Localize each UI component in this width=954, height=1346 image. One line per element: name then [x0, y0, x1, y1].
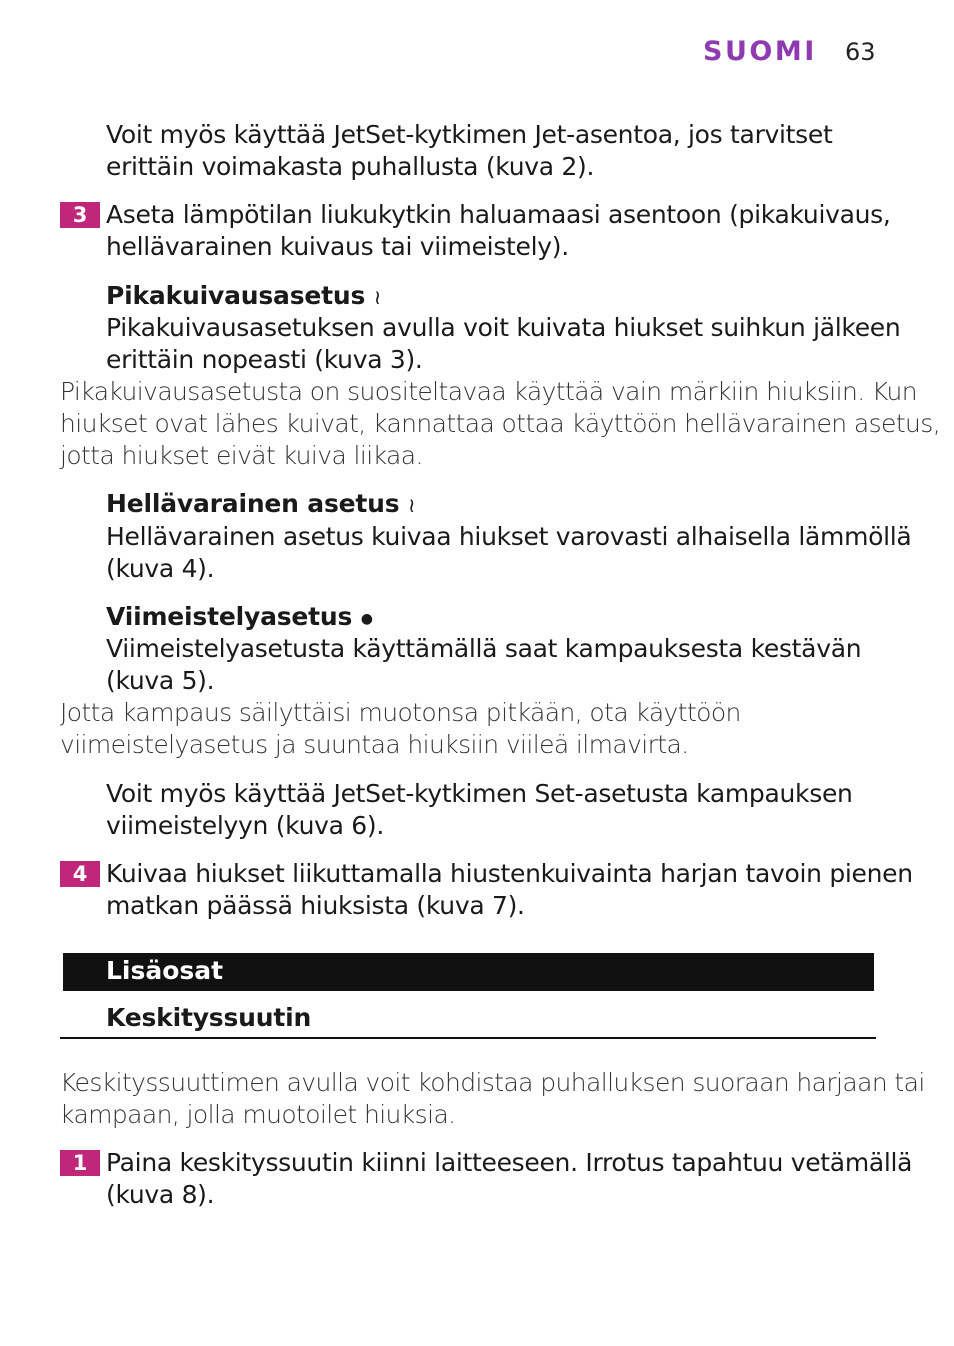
pikakuivaus-note [60, 376, 940, 472]
hellavarainen-text [106, 521, 911, 585]
gentle-symbol-icon: ≀ [407, 493, 416, 517]
text-line: Aseta lämpötilan liukukytkin haluamaasi asentoon (pikakuivaus, [106, 200, 891, 229]
text-line: Kuivaa hiukset liikuttamalla hiustenkuivainta harjan tavoin pienen [106, 859, 913, 888]
section-title: Lisäosat [106, 956, 224, 985]
text-line: Hellävarainen asetus kuivaa hiukset varovasti alhaisella lämmöllä [106, 522, 912, 551]
text-line: Keskityssuuttimen avulla voit kohdistaa puhalluksen suoraan harjaan tai [60, 1068, 925, 1097]
text-line: (kuva 5). [106, 666, 215, 695]
text-line: Paina keskityssuutin kiinni laitteeseen. Irrotus tapahtuu vetämällä [106, 1148, 913, 1177]
step-badge-1: 1 [60, 1150, 100, 1176]
text-line: hiukset ovat lähes kuivat, kannattaa ottaa käyttöön hellävarainen asetus, [60, 409, 941, 438]
heading-text: Hellävarainen asetus [106, 489, 400, 518]
text-line: Viimeistelyasetusta käyttämällä saat kampauksesta kestävän [106, 634, 862, 663]
viimeistely-note [60, 697, 741, 761]
heading-text: Viimeistelyasetus [106, 602, 353, 631]
text-line: matkan päässä hiuksista (kuva 7). [106, 891, 525, 920]
text-line: hellävarainen kuivaus tai viimeistely). [106, 232, 569, 261]
dot-symbol-icon: ● [360, 611, 373, 627]
text-line: Voit myös käyttää JetSet-kytkimen Set-asetusta kampauksen [106, 779, 853, 808]
step-badge-4: 4 [60, 861, 100, 887]
heading-text: Pikakuivausasetus [106, 281, 366, 310]
airflow-symbol-icon: ≀ [373, 285, 381, 309]
text-line: erittäin voimakasta puhallusta (kuva 2). [106, 152, 595, 181]
text-line: Voit myös käyttää JetSet-kytkimen Jet-asentoa, jos tarvitset [106, 120, 833, 149]
keskitys-note [60, 1067, 925, 1131]
step-1-text [106, 1147, 912, 1211]
paragraph-jet [106, 119, 833, 183]
text-line: viimeistelyasetus ja suuntaa hiuksiin viileä ilmavirta. [60, 730, 689, 759]
text-line: kampaan, jolla muotoilet hiuksia. [60, 1100, 456, 1129]
heading-pikakuivaus [106, 280, 381, 313]
text-line: (kuva 8). [106, 1180, 215, 1209]
page-number: 63 [845, 38, 876, 66]
text-line: Pikakuivausasetusta on suositeltavaa käyttää vain märkiin hiuksiin. Kun [60, 377, 917, 406]
language-label: SUOMI [703, 36, 817, 67]
step-3-text [106, 199, 891, 263]
heading-viimeistely [106, 601, 373, 635]
divider [60, 1037, 876, 1039]
text-line: erittäin nopeasti (kuva 3). [106, 345, 423, 374]
text-line: Pikakuivausasetuksen avulla voit kuivata hiukset suihkun jälkeen [106, 313, 901, 342]
paragraph-set [106, 778, 853, 842]
text-line: jotta hiukset eivät kuiva liikaa. [60, 441, 423, 470]
subsection-title: Keskityssuutin [106, 1003, 312, 1032]
step-badge-3: 3 [60, 202, 100, 228]
heading-hellavarainen [106, 488, 415, 521]
text-line: (kuva 4). [106, 554, 215, 583]
text-line: Jotta kampaus säilyttäisi muotonsa pitkään, ota käyttöön [60, 698, 741, 727]
viimeistely-text [106, 633, 861, 697]
text-line: viimeistelyyn (kuva 6). [106, 811, 384, 840]
step-4-text [106, 858, 913, 922]
pikakuivaus-text [106, 312, 900, 376]
